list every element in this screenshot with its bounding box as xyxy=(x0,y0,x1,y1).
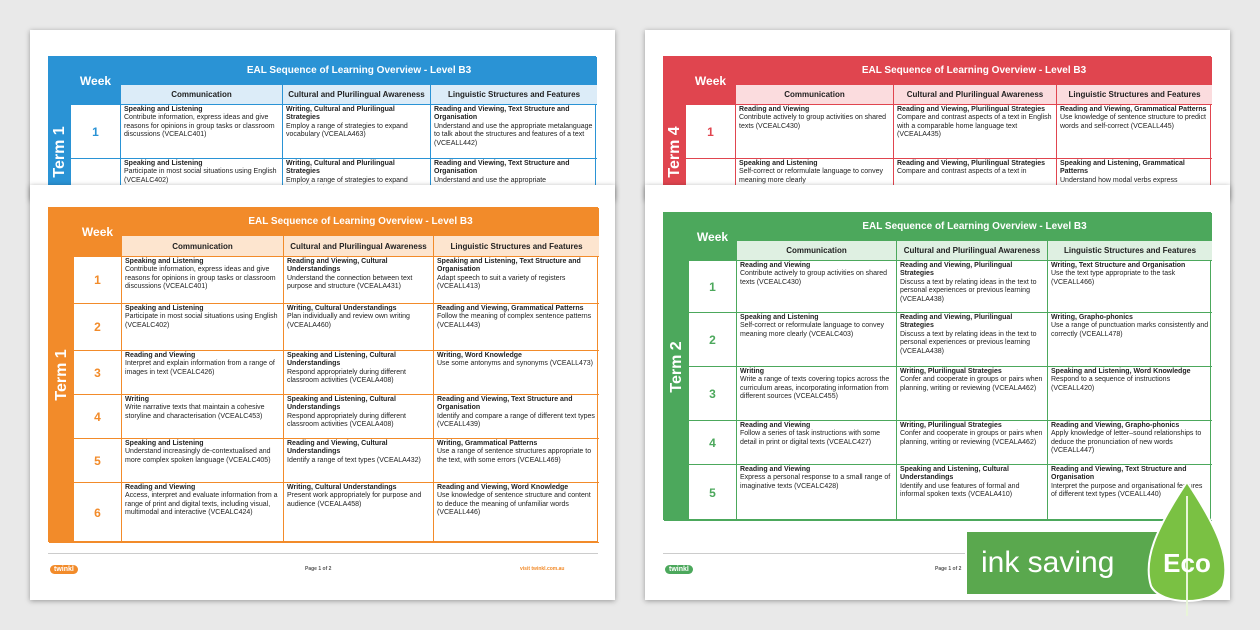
table-cell xyxy=(122,395,284,439)
footer-page xyxy=(935,563,961,575)
cell-text: Employ a range of strategies to expand vocabulary (VCEALA463) xyxy=(286,122,408,139)
cell-text: Understand how modal verbs express xyxy=(1060,176,1178,184)
cell-heading: Speaking and Listening, Text Structure and Organisation xyxy=(437,258,581,274)
sheet-red xyxy=(645,30,1230,200)
cell-text: Respond to a sequence of instructions (VCEALL420) xyxy=(1051,376,1171,392)
cell-text: Self-correct or reformulate language to convey meaning more clearly (VCEALC403) xyxy=(740,322,884,338)
cell-heading: Reading and Viewing xyxy=(740,422,811,429)
cell-text: Follow a series of task instructions with some detail in print or digital texts (VCEALC427) xyxy=(740,430,881,446)
cell-heading: Reading and Viewing, Plurilingual Strategies xyxy=(900,262,1013,278)
week-number: 1 xyxy=(74,257,122,304)
ink-saving-text: ink saving xyxy=(981,546,1115,579)
column-header: Cultural and Plurilingual Awareness xyxy=(897,241,1048,261)
twinkl-logo: twinkl xyxy=(50,565,78,574)
table-cell xyxy=(284,395,434,439)
cell-heading: Writing, Grammatical Patterns xyxy=(437,440,538,447)
table-cell xyxy=(284,257,434,304)
table-cell xyxy=(1057,105,1212,159)
table-cell xyxy=(121,105,283,159)
cell-text: Employ a range of strategies to expand xyxy=(286,176,408,184)
column-header: Cultural and Plurilingual Awareness xyxy=(284,236,434,257)
week-number: 1 xyxy=(686,105,736,159)
cell-text: Interpret the purpose and organisational features of different text types (VCEALL440) xyxy=(1051,482,1203,499)
cell-heading: Writing, Plurilingual Strategies xyxy=(900,368,1002,375)
week-number: 6 xyxy=(74,483,122,543)
cell-text: Write a range of texts covering topics across the curriculum areas, incorporating information from different sources (VCEALC455) xyxy=(740,376,890,401)
week-number: 4 xyxy=(689,421,737,465)
term-label: Term 1 xyxy=(52,349,70,401)
cell-text: Use a range of sentence structures appropriate to the text, with some errors (VCEALL469) xyxy=(437,448,592,464)
cell-text: Understand increasingly de-contextualised and more complex spoken language (VCEALC405) xyxy=(125,448,271,464)
cell-text: Participate in most social situations using English (VCEALC402) xyxy=(125,313,278,329)
table-cell xyxy=(284,483,434,543)
cell-heading: Reading and Viewing, Text Structure and Organisation xyxy=(434,160,570,176)
cell-text: Use the text type appropriate to the task (VCEALL466) xyxy=(1051,270,1176,286)
cell-text: Participate in most social situations using English (VCEALC402) xyxy=(124,168,277,184)
week-number: 3 xyxy=(689,367,737,421)
cell-text: Identify a range of text types (VCEALA432) xyxy=(287,456,421,464)
table-cell xyxy=(897,261,1048,313)
table-title: EAL Sequence of Learning Overview - Level B3 xyxy=(121,57,597,85)
page-number: Page 1 of 2 xyxy=(935,566,962,572)
cell-heading: Speaking and Listening, Cultural Understandings xyxy=(287,396,396,412)
cell-text: Confer and cooperate in groups or pairs when planning, writing or reviewing (VCEALA462) xyxy=(900,376,1043,392)
table-cell xyxy=(283,105,431,159)
table-title: EAL Sequence of Learning Overview - Level B3 xyxy=(737,213,1212,241)
footer-page xyxy=(305,563,331,575)
cell-text: Discuss a text by relating ideas in the text to personal experiences or previous learning (VCEALA438) xyxy=(900,278,1037,303)
cell-text: Identify and use features of formal and informal spoken texts (VCEALA410) xyxy=(900,482,1020,499)
cell-heading: Writing, Text Structure and Organisation xyxy=(1051,262,1186,269)
column-header: Communication xyxy=(122,236,284,257)
cell-heading: Reading and Viewing, Plurilingual Strategies xyxy=(897,106,1046,113)
table-cell xyxy=(737,261,897,313)
week-header: Week xyxy=(74,208,122,257)
cell-text: Use a range of punctuation marks consistently and correctly (VCEALL478) xyxy=(1051,322,1209,338)
cell-text: Interpret and explain information from a range of images in text (VCEALC426) xyxy=(125,360,275,376)
column-header: Communication xyxy=(737,241,897,261)
footer-line xyxy=(48,553,598,554)
cell-text: Contribute actively to group activities on shared texts (VCEALC430) xyxy=(739,114,887,130)
column-header: Cultural and Plurilingual Awareness xyxy=(283,85,431,105)
term-label: Term 4 xyxy=(666,125,683,178)
column-header: Linguistic Structures and Features xyxy=(1048,241,1212,261)
sheet-blue xyxy=(30,30,615,200)
term-cell xyxy=(664,213,689,521)
table-cell xyxy=(737,421,897,465)
cell-heading: Speaking and Listening, Cultural Understandings xyxy=(287,352,396,368)
week-number: 3 xyxy=(74,351,122,395)
week-header: Week xyxy=(689,213,737,261)
cell-text: Contribute information, express ideas and give reasons for opinions in group tasks or classroom discussions (VCEALC401) xyxy=(124,114,275,139)
table-cell xyxy=(434,351,599,395)
cell-heading: Reading and Viewing xyxy=(739,106,810,113)
cell-heading: Reading and Viewing, Text Structure and Organisation xyxy=(1051,466,1187,482)
cell-heading: Speaking and Listening, Word Knowledge xyxy=(1051,368,1191,375)
cell-heading: Reading and Viewing xyxy=(740,466,811,473)
cell-heading: Speaking and Listening xyxy=(125,305,204,312)
table-cell xyxy=(122,257,284,304)
table-cell xyxy=(434,483,599,543)
table-cell xyxy=(122,439,284,483)
cell-text: Plan individually and review own writing (VCEALA460) xyxy=(287,313,410,329)
table-orange xyxy=(48,207,598,542)
week-number: 2 xyxy=(74,304,122,351)
cell-heading: Speaking and Listening, Cultural Understandings xyxy=(900,466,1009,482)
week-header: Week xyxy=(71,57,121,105)
column-header: Communication xyxy=(121,85,283,105)
week-number: 5 xyxy=(74,439,122,483)
cell-heading: Reading and Viewing, Cultural Understandings xyxy=(287,440,388,456)
cell-text: Compare and contrast aspects of a text in xyxy=(897,168,1027,176)
cell-heading: Reading and Viewing, Word Knowledge xyxy=(437,484,569,491)
cell-text: Understand the connection between text purpose and structure (VCEALA431) xyxy=(287,274,413,291)
cell-heading: Reading and Viewing, Text Structure and Organisation xyxy=(437,396,573,412)
table-cell xyxy=(434,257,599,304)
table-cell xyxy=(737,367,897,421)
table-cell xyxy=(122,351,284,395)
cell-text: Contribute actively to group activities on shared texts (VCEALC430) xyxy=(740,270,888,286)
cell-heading: Writing, Cultural and Plurilingual Strategies xyxy=(286,160,395,176)
cell-text: Use knowledge of sentence structure and content to deduce the meaning of unfamiliar words (VCEALL446) xyxy=(437,492,591,517)
term-label: Term 2 xyxy=(667,340,685,393)
week-number: 1 xyxy=(71,105,121,159)
table-cell xyxy=(122,304,284,351)
cell-heading: Reading and Viewing xyxy=(125,352,196,359)
table-cell xyxy=(284,351,434,395)
cell-text: Self-correct or reformulate language to convey meaning more clearly xyxy=(739,168,883,184)
cell-heading: Writing, Cultural Understandings xyxy=(287,484,397,491)
cell-heading: Reading and Viewing, Plurilingual Strategies xyxy=(897,160,1046,167)
week-number: 4 xyxy=(74,395,122,439)
cell-heading: Reading and Viewing xyxy=(125,484,196,491)
cell-text: Respond appropriately during different classroom activities (VCEALA408) xyxy=(287,368,406,385)
table-cell xyxy=(1048,313,1212,367)
column-header: Cultural and Plurilingual Awareness xyxy=(894,85,1057,105)
table-title: EAL Sequence of Learning Overview - Level B3 xyxy=(122,208,599,236)
term-label: Term 1 xyxy=(51,125,68,178)
table-cell xyxy=(1048,261,1212,313)
table-cell xyxy=(434,395,599,439)
cell-text: Access, interpret and evaluate information from a range of print and digital texts, including visual, multimodal and interactive (VCEALC424) xyxy=(125,492,278,517)
cell-heading: Writing, Plurilingual Strategies xyxy=(900,422,1002,429)
cell-heading: Writing xyxy=(125,396,149,403)
page-number: Page 1 of 2 xyxy=(305,566,332,572)
footer-logo xyxy=(665,563,693,575)
cell-heading: Reading and Viewing xyxy=(740,262,811,269)
cell-text: Apply knowledge of letter–sound relationships to deduce the pronunciation of new words (VCEALL447) xyxy=(1051,430,1202,455)
footer-logo xyxy=(50,563,78,575)
table-cell xyxy=(736,105,894,159)
table-cell xyxy=(737,465,897,521)
cell-heading: Reading and Viewing, Grammatical Patterns xyxy=(1060,106,1207,113)
cell-heading: Writing, Cultural and Plurilingual Strategies xyxy=(286,106,395,122)
term-cell xyxy=(49,208,74,543)
cell-text: Write narrative texts that maintain a cohesive storyline and characterisation (VCEALC453) xyxy=(125,404,265,420)
table-cell xyxy=(434,304,599,351)
table-title: EAL Sequence of Learning Overview - Level B3 xyxy=(736,57,1212,85)
table-cell xyxy=(284,439,434,483)
week-number: 5 xyxy=(689,465,737,521)
cell-text: Use some antonyms and synonyms (VCEALL473) xyxy=(437,360,594,368)
column-header: Linguistic Structures and Features xyxy=(434,236,599,257)
cell-heading: Reading and Viewing, Cultural Understandings xyxy=(287,258,388,274)
cell-heading: Speaking and Listening, Grammatical Patterns xyxy=(1060,160,1185,176)
cell-heading: Writing, Word Knowledge xyxy=(437,352,522,359)
cell-heading: Speaking and Listening xyxy=(739,160,818,167)
table-cell xyxy=(894,105,1057,159)
cell-heading: Writing, Grapho-phonics xyxy=(1051,314,1133,321)
table-cell xyxy=(897,465,1048,521)
cell-text: Follow the meaning of complex sentence patterns (VCEALL443) xyxy=(437,313,592,329)
cell-text: Understand and use the appropriate xyxy=(434,176,547,184)
eco-text: Eco xyxy=(1163,548,1211,578)
cell-heading: Speaking and Listening xyxy=(124,106,203,113)
cell-text: Express a personal response to a small range of imaginative texts (VCEALC428) xyxy=(740,474,891,490)
table-cell xyxy=(122,483,284,543)
cell-text: Discuss a text by relating ideas in the text to personal experiences or previous learning (VCEALA438) xyxy=(900,330,1037,355)
cell-heading: Speaking and Listening xyxy=(125,258,204,265)
twinkl-logo: twinkl xyxy=(665,565,693,574)
cell-text: Respond appropriately during different classroom activities (VCEALA408) xyxy=(287,412,406,429)
cell-text: Identify and compare a range of different text types (VCEALL439) xyxy=(437,412,595,429)
cell-heading: Reading and Viewing, Plurilingual Strategies xyxy=(900,314,1013,330)
cell-heading: Reading and Viewing, Grammatical Patterns xyxy=(437,305,584,312)
cell-heading: Speaking and Listening xyxy=(124,160,203,167)
column-header: Linguistic Structures and Features xyxy=(1057,85,1212,105)
cell-text: Present work appropriately for purpose and audience (VCEALA458) xyxy=(287,492,422,508)
cell-heading: Writing xyxy=(740,368,764,375)
cell-heading: Reading and Viewing, Text Structure and Organisation xyxy=(434,106,570,122)
cell-text: Adapt speech to suit a variety of registers (VCEALL413) xyxy=(437,274,566,291)
table-cell xyxy=(897,313,1048,367)
cell-text: Understand and use the appropriate metalanguage to talk about the structures and features of a text (VCEALL442) xyxy=(434,122,593,147)
week-number: 1 xyxy=(689,261,737,313)
footer-site xyxy=(520,563,564,575)
table-cell xyxy=(897,421,1048,465)
cell-heading: Speaking and Listening xyxy=(125,440,204,447)
cell-heading: Speaking and Listening xyxy=(740,314,819,321)
week-header: Week xyxy=(686,57,736,105)
week-number: 2 xyxy=(689,313,737,367)
table-cell xyxy=(431,105,597,159)
column-header: Linguistic Structures and Features xyxy=(431,85,597,105)
table-green xyxy=(663,212,1211,520)
sheet-orange xyxy=(30,185,615,600)
table-cell xyxy=(434,439,599,483)
table-cell xyxy=(1048,367,1212,421)
site-link[interactable]: visit twinkl.com.au xyxy=(520,566,565,572)
cell-text: Use knowledge of sentence structure to predict words and self-correct (VCEALL445) xyxy=(1060,114,1206,130)
cell-heading: Writing, Cultural Understandings xyxy=(287,305,397,312)
cell-text: Confer and cooperate in groups or pairs when planning, writing or reviewing (VCEALA462) xyxy=(900,430,1043,446)
table-cell xyxy=(1048,421,1212,465)
table-cell xyxy=(897,367,1048,421)
cell-heading: Reading and Viewing, Grapho-phonics xyxy=(1051,422,1180,429)
eco-leaf-icon xyxy=(1135,478,1240,618)
cell-text: Contribute information, express ideas and give reasons for opinions in group tasks or classroom discussions (VCEALC401) xyxy=(125,266,276,291)
cell-text: Compare and contrast aspects of a text in English with a comparable home language text (VCEALA435) xyxy=(897,114,1052,139)
table-cell xyxy=(737,313,897,367)
table-cell xyxy=(284,304,434,351)
column-header: Communication xyxy=(736,85,894,105)
